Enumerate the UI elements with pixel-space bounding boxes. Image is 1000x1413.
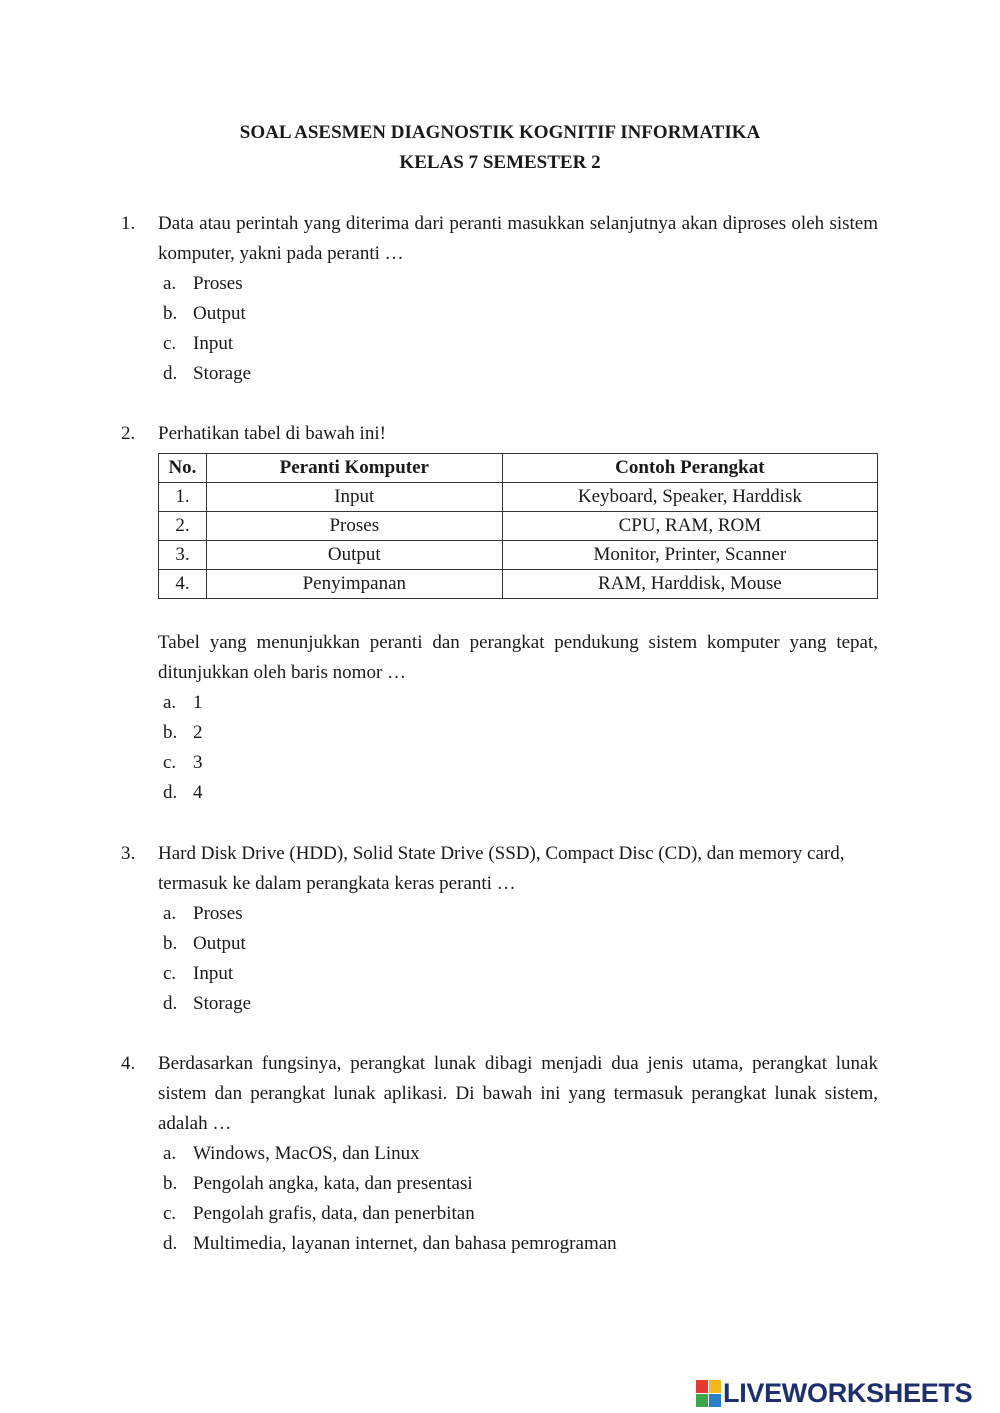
options-list — [163, 1139, 863, 1259]
logo-square-yellow — [709, 1380, 721, 1393]
table-header-cell: Contoh Perangkat — [502, 454, 877, 483]
table-cell: Proses — [206, 512, 502, 541]
option-letter: b. — [163, 722, 178, 743]
option-letter: a. — [163, 273, 177, 294]
option-b[interactable] — [163, 718, 863, 748]
option-letter: b. — [163, 1173, 178, 1194]
option-letter: d. — [163, 363, 178, 384]
option-letter: c. — [163, 1203, 177, 1224]
question-intro: Perhatikan tabel di bawah ini! — [158, 423, 386, 444]
table-row — [159, 541, 878, 570]
option-b[interactable] — [163, 1169, 863, 1199]
logo-square-green — [696, 1394, 708, 1407]
option-c[interactable] — [163, 1199, 863, 1229]
option-text: Output — [193, 933, 246, 954]
option-d[interactable] — [163, 989, 863, 1019]
table-cell: Monitor, Printer, Scanner — [502, 541, 877, 570]
option-letter: c. — [163, 963, 177, 984]
table-cell: Input — [206, 483, 502, 512]
table-cell: 4. — [159, 570, 207, 599]
page-title-line2: KELAS 7 SEMESTER 2 — [399, 152, 601, 173]
option-text: 3 — [193, 752, 203, 773]
option-b[interactable] — [163, 299, 863, 329]
option-d[interactable] — [163, 1229, 863, 1259]
option-letter: d. — [163, 782, 178, 803]
table-cell: Output — [206, 541, 502, 570]
option-letter: a. — [163, 903, 177, 924]
logo-square-red — [696, 1380, 708, 1393]
table-row — [159, 483, 878, 512]
question-number: 3. — [121, 843, 136, 864]
option-a[interactable] — [163, 1139, 863, 1169]
option-c[interactable] — [163, 748, 863, 778]
question-number: 1. — [121, 213, 136, 234]
option-text: Pengolah grafis, data, dan penerbitan — [193, 1203, 475, 1224]
option-text: Windows, MacOS, dan Linux — [193, 1143, 420, 1164]
table-cell: Penyimpanan — [206, 570, 502, 599]
option-text: Input — [193, 333, 234, 354]
table-header-cell: No. — [159, 454, 207, 483]
table-header-cell: Peranti Komputer — [206, 454, 502, 483]
table-cell: 3. — [159, 541, 207, 570]
table-cell: CPU, RAM, ROM — [502, 512, 877, 541]
option-letter: a. — [163, 1143, 177, 1164]
table-cell: RAM, Harddisk, Mouse — [502, 570, 877, 599]
options-list — [163, 269, 863, 389]
device-table — [158, 453, 878, 599]
option-letter: d. — [163, 1233, 178, 1254]
table-cell: Keyboard, Speaker, Harddisk — [502, 483, 877, 512]
table-row — [159, 512, 878, 541]
option-d[interactable] — [163, 359, 863, 389]
brand-text: LIVEWORKSHEETS — [723, 1377, 973, 1408]
table-row — [159, 570, 878, 599]
page-title-line1: SOAL ASESMEN DIAGNOSTIK KOGNITIF INFORMATIKA — [239, 122, 761, 143]
liveworksheets-logo-icon — [696, 1380, 720, 1406]
question-text: Tabel yang menunjukkan peranti dan perangkat pendukung sistem komputer yang tepat, ditunjukkan oleh baris nomor … — [158, 632, 878, 683]
option-a[interactable] — [163, 688, 863, 718]
table-cell: 1. — [159, 483, 207, 512]
option-text: 2 — [193, 722, 203, 743]
option-letter: d. — [163, 993, 178, 1014]
option-letter: b. — [163, 303, 178, 324]
option-text: Input — [193, 963, 234, 984]
option-c[interactable] — [163, 959, 863, 989]
table-cell: 2. — [159, 512, 207, 541]
option-text: 4 — [193, 782, 203, 803]
question-text: Hard Disk Drive (HDD), Solid State Drive (SSD), Compact Disc (CD), dan memory card, termasuk ke dalam perangkata keras peranti … — [158, 843, 845, 894]
option-c[interactable] — [163, 329, 863, 359]
option-text: Proses — [193, 273, 243, 294]
question-number: 4. — [121, 1053, 136, 1074]
question-text: Data atau perintah yang diterima dari peranti masukkan selanjutnya akan diproses oleh sistem komputer, yakni pada peranti … — [158, 213, 878, 264]
options-list — [163, 899, 863, 1019]
option-text: Storage — [193, 363, 252, 384]
option-letter: c. — [163, 752, 177, 773]
logo-square-blue — [709, 1394, 721, 1407]
liveworksheets-brand[interactable] — [696, 1376, 972, 1410]
question-text: Berdasarkan fungsinya, perangkat lunak dibagi menjadi dua jenis utama, perangkat lunak sistem dan perangkat lunak aplikasi. Di bawah ini yang termasuk perangkat lunak sistem, adalah … — [158, 1053, 878, 1134]
option-text: 1 — [193, 692, 203, 713]
option-letter: b. — [163, 933, 178, 954]
option-letter: c. — [163, 333, 177, 354]
option-d[interactable] — [163, 778, 863, 808]
option-a[interactable] — [163, 269, 863, 299]
option-b[interactable] — [163, 929, 863, 959]
option-text: Multimedia, layanan internet, dan bahasa pemrograman — [193, 1233, 617, 1254]
option-text: Proses — [193, 903, 243, 924]
option-text: Output — [193, 303, 246, 324]
options-list — [163, 688, 863, 808]
option-text: Pengolah angka, kata, dan presentasi — [193, 1173, 473, 1194]
table-header-row — [159, 454, 878, 483]
option-text: Storage — [193, 993, 252, 1014]
option-letter: a. — [163, 692, 177, 713]
option-a[interactable] — [163, 899, 863, 929]
question-number: 2. — [121, 423, 136, 444]
